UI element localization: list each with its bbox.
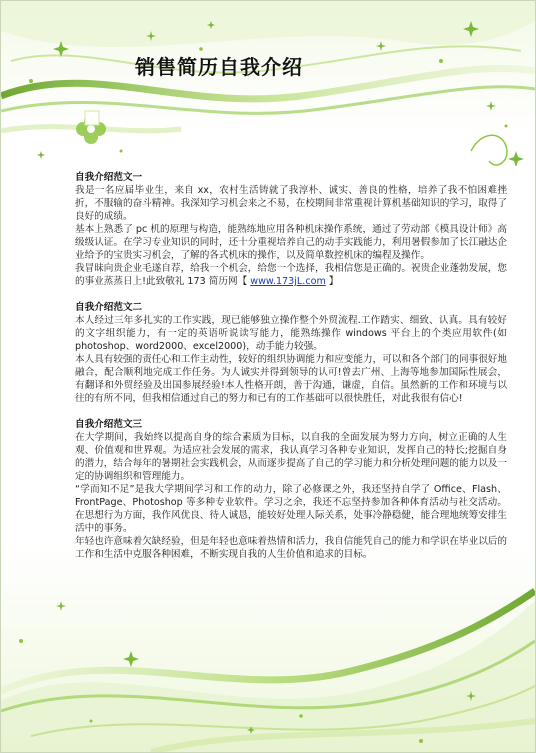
paragraph: 本人经过三年多扎实的工作实践，现已能够独立操作整个外贸流程.工作踏实、细致、认真。具有较好的文字组织能力，有一定的英语听说读写能力，能熟练操作 windows 平台上的个类应用软件(如 photoshop、word2000、excel2000)，动手能力较强。 [75, 315, 507, 352]
section-two [75, 301, 507, 405]
paragraph: 我是一名应届毕业生，来自 xx，农村生活铸就了我淳朴、诚实、善良的性格，培养了我不怕困难挫折，不服输的奋斗精神。我深知学习机会来之不易，在校期间非常重视计算机基础知识的学习，取得了良好的成绩。 [75, 185, 507, 222]
section-heading: 自我介绍范文三 [75, 419, 143, 430]
page-title: 销售简历自我介绍 [135, 55, 303, 79]
section-heading: 自我介绍范文二 [75, 302, 143, 313]
paragraph: 基本上熟悉了 pc 机的原理与构造，能熟练地应用各种机床操作系统，通过了劳动部《模具设计师》高级级认证。在学习专业知识的同时，还十分重视培养自己的动手实践能力，利用暑假参加了长江融达企业给予的宝贵实习机会，了解的各式机床的操作，以及简单数控机床的编程及操作。 [75, 224, 507, 261]
resume-content [75, 171, 507, 574]
site-link[interactable]: www.173jL.com [250, 276, 326, 287]
paragraph: 年轻也许意味着欠缺经验，但是年轻也意味着热情和活力，我自信能凭自己的能力和学识在毕业以后的工作和生活中克服各种困难，不断实现自我的人生价值和追求的目标。 [75, 536, 507, 560]
paragraph: 本人具有较强的责任心和工作主动性，较好的组织协调能力和应变能力，可以和各个部门的同事很好地融合，配合顺利地完成工作任务。为人诚实并得到领导的认可!曾去广州、上海等地参加国际性展会，有翻译和外贸经验及出国参展经验!本人性格开朗，善于沟通，谦虚，自信。虽然新的工作和环境与以往的有所不同，但我相信通过自己的努力和已有的工作基础可以很快胜任，对此我很有信心! [75, 354, 507, 404]
paragraph: “学而知不足”是我大学期间学习和工作的动力，除了必修课之外，我还坚持自学了 Office、Flash、FrontPage、Photoshop 等多种专业软件。学习之余，我还不忘坚持参加各种体育活动与社交活动。在思想行为方面，我作风优良、待人诚恳，能较好处理人际关系，处事冷静稳健，能合理地统筹安排生活中的事务。 [75, 484, 507, 534]
paragraph: 在大学期间，我始终以提高自身的综合素质为目标，以自我的全面发展为努力方向，树立正确的人生观、价值观和世界观。为适应社会发展的需求，我认真学习各种专业知识，发挥自己的特长;挖掘自身的潜力，结合每年的暑期社会实践机会，从而逐步提高了自己的学习能力和分析处理问题的能力以及一定的协调组织和管理能力。 [75, 432, 507, 482]
paragraph [75, 262, 507, 288]
section-three [75, 418, 507, 561]
section-one [75, 171, 507, 288]
paragraph-text: 我冒昧向贵企业毛遂自荐，给我一个机会，给您一个选择，我相信您是正确的。祝贵企业蓬勃发展，您的事业蒸蒸日上!此致敬礼 173 简历网【 [75, 263, 507, 287]
bracket-close: 】 [328, 276, 339, 287]
section-heading: 自我介绍范文一 [75, 172, 143, 183]
